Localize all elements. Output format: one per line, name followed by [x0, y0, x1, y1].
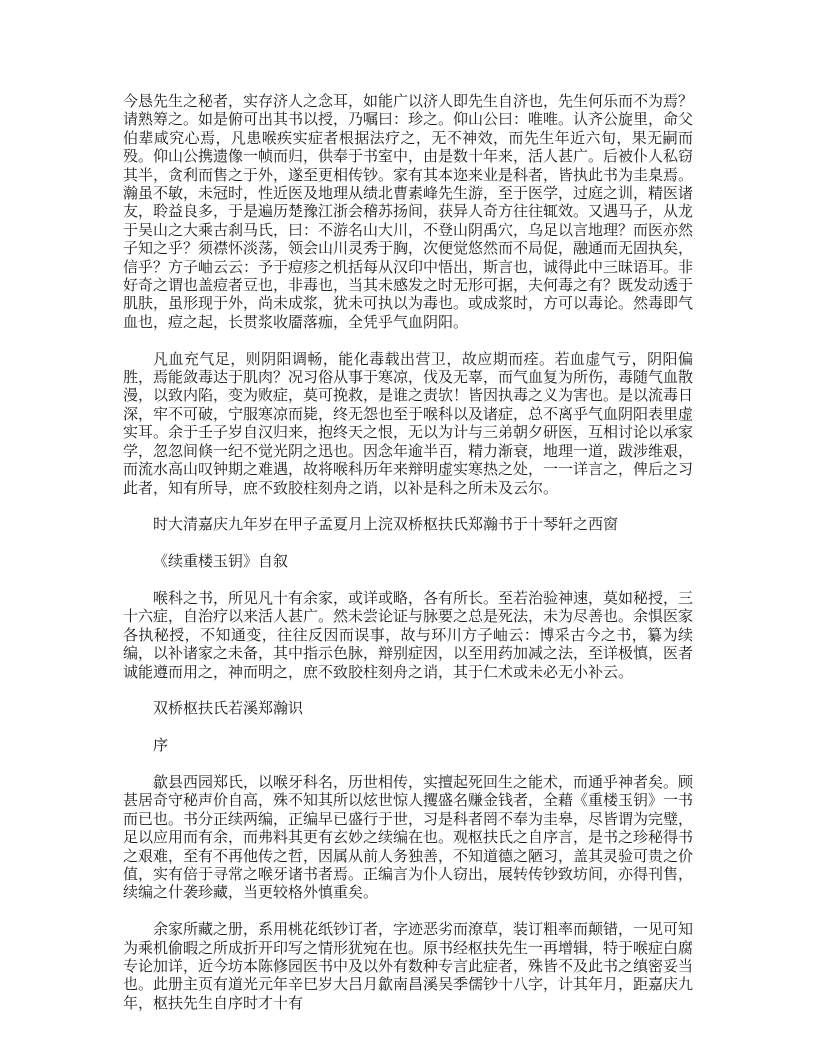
byline: 时大清嘉庆九年岁在甲子孟夏月上浣双桥枢扶氏郑瀚书于十琴轩之西窗 [153, 517, 619, 534]
paragraph: 喉科之书，所见凡十有余家，或详或略，各有所长。至若治验神速，莫如秘授，三十六症，自治疗以来活人甚广。然未尝论证与脉要之总是死法，未为尽善也。余惧医家各执秘授，不知通变，往往反因而误事，故与环川方子岫云：博采古今之书，纂为续编，以补诸家之未备，其中指示色脉，辩别症因，以至用药加减之法，至详极慎，医者诚能遵而用之，神而明之，庶不致胶柱刻舟之诮，其于仁术或未必无小补云。 [123, 590, 694, 681]
byline: 双桥枢扶氏若溪郑瀚识 [153, 701, 304, 718]
paragraph: 凡血充气足，则阴阳调畅，能化毒载出营卫，故应期而痊。若血虚气亏，阴阳偏胜，焉能敛毒达于肌肉？况习俗从事于寒凉，伐及无辜，而气血复为所伤，毒随气血散漫，以致内陷，变为败症，莫可挽救，是谁之责欤！皆因执毒之义为害也。是以流毒日深，牢不可破，宁服寒凉而毙，终无怨也至于喉科以及诸症，总不离乎气血阴阳表里虚实耳。余于壬子岁自汉归来，抱终天之恨，无以为计与三弟朝夕研医，互相讨论以承家学，忽忽间倏一纪不觉光阴之迅也。因念年逾半百，精力渐衰，地理一道，跋涉维艰，而流水高山叹钟期之难遇，故将喉科历年来辩明虚实寒热之处，一一详言之，俾后之习此者，知有所导，庶不致胶柱刻舟之诮，以补是科之所未及云尔。 [123, 351, 694, 497]
section-heading: 序 [153, 738, 169, 755]
paragraph: 今恳先生之秘者，实存济人之念耳，如能广以济人即先生自济也，先生何乐而不为焉？请熟筹之。如是俯可出其书以授，乃嘱曰：珍之。仰山公曰：唯唯。认齐公旋里，命父伯辈咸究心焉，凡患喉疾实症者根据法疗之，无不神效，而先生年近六旬，果无嗣而殁。仰山公携遗像一帧而归，供奉于书室中，由是数十年来，活人甚广。后被仆人私窃其半，贪利而售之于外，遂至更相传钞。家有其本迩来业是科者，皆执此书为圭臬焉。瀚虽不敏，未冠时，性近医及地理从绩北曹素峰先生游，至于医学，过庭之训，精医诸友，聆益良多，于是遍历楚豫江浙会稽苏扬间，获异人奇方往往辄效。又遇马子，从龙于吴山之大乘古刹马氏，曰：不游名山大川，不登山阴禹穴，乌足以言地理？而医亦然子知之乎？须襟怀淡荡，领会山川灵秀于胸，次便觉悠然而不局促，融通而无固执矣，信乎？方子岫云云：予于痘疹之机括每从汉印中悟出，斯言也，诚得此中三昧语耳。非好奇之谓也盖痘者豆也，非毒也，当其未感发之时无形可据，夫何毒之有？既发动透于肌肤，虽形现于外，尚未成浆，犹未可执以为毒也。或成浆时，方可以毒论。然毒即气血也，痘之起，长贯浆收靥落痂，全凭乎气血阴阳。 [123, 94, 694, 331]
paragraph: 余家所藏之册，系用桃花纸钞订者，字迹恶劣而潦草，装订粗率而颠错，一见可知为乘机偷暇之所成折开印写之情形犹宛在也。原书经枢扶先生一再增辑，特于喉症白腐专论加详，近今坊本陈修园医书中及以外有数种专言此症者，殊皆不及此书之缜密妥当也。此册主页有道光元年辛巳岁大吕月歙南昌溪吴季儒钞十八字，计其年月，距嘉庆九年，枢扶先生自序时才十有 [123, 922, 694, 1012]
paragraph: 歙县西园郑氏，以喉牙科名，历世相传，实擅起死回生之能术，而通乎神者矣。顾甚居奇守秘声价自高，殊不知其所以炫世惊人攫盛名赚金钱者，全藉《重楼玉钥》一书而已也。书分正续两编，正编早已盛行于世，习是科者罔不奉为圭皋，尽皆谓为完璧，足以应用而有余，而弗料其更有玄妙之续编在也。观枢扶氏之自序言，是书之珍秘得书之艰难，至有不再他传之哲，因属从前人务独善，不知道德之陋习，盖其灵验可贵之价值，实有倍于寻常之喉牙诸书者焉。正编言为仆人窃出，展转传钞致坊间，亦得刊售，续编之什袭珍藏，当更较格外慎重矣。 [123, 774, 694, 902]
section-heading: 《续重楼玉钥》自叙 [153, 554, 289, 571]
document-body [123, 93, 693, 1013]
